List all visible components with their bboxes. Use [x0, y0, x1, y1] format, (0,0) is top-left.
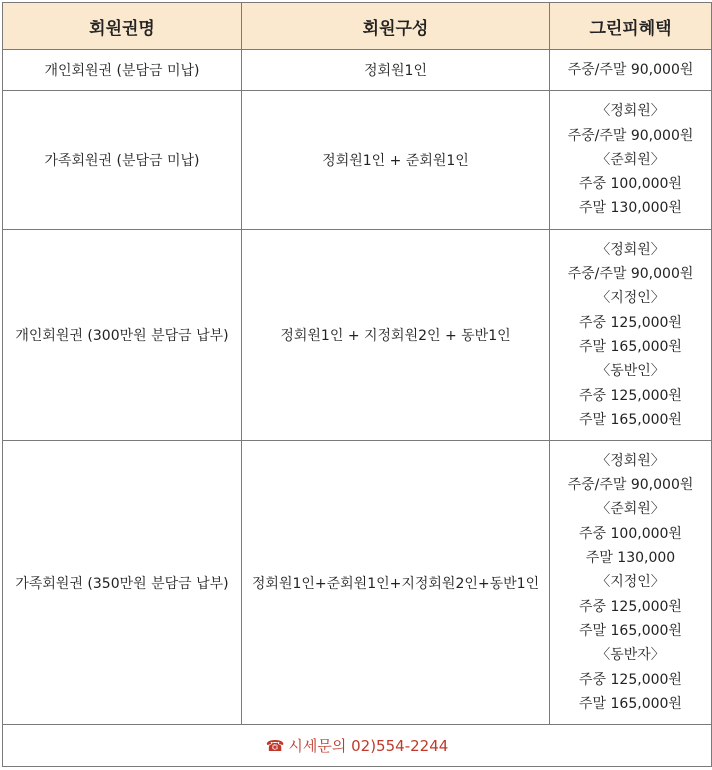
benefit-line: 주말 130,000: [585, 550, 676, 567]
member-composition-cell: 정회원1인 + 지정회원2인 + 동반1인: [242, 230, 550, 441]
contact-text[interactable]: 시세문의 02)554-2244: [288, 737, 449, 755]
benefit-line: 〈동반인〉: [596, 363, 665, 380]
table-header-row: [3, 3, 712, 50]
benefit-line: 주중/주말 90,000원: [567, 61, 694, 78]
benefit-line: 주중 100,000원: [579, 176, 682, 193]
benefit-line: 주말 165,000원: [579, 339, 682, 355]
membership-name-cell: 개인회원권 (분담금 미납): [3, 50, 242, 91]
benefit-line: 〈준회원〉: [596, 151, 665, 168]
table-row: [3, 230, 712, 441]
benefit-line: 〈정회원〉: [596, 103, 665, 120]
green-fee-benefit-cell: [550, 50, 712, 91]
green-fee-benefit-cell: [550, 91, 712, 230]
benefit-line: 〈동반자〉: [596, 647, 665, 664]
benefit-line: 주말 165,000원: [579, 695, 682, 712]
benefit-line: 주중 125,000원: [579, 314, 682, 331]
membership-name-cell: 개인회원권 (300만원 분담금 납부): [3, 230, 242, 441]
header-green-fee-benefit: 그린피혜택: [550, 3, 712, 50]
benefit-line: 〈지정인〉: [596, 574, 665, 591]
green-fee-benefit-cell: [550, 230, 712, 441]
contact-cell: [3, 725, 712, 767]
benefit-line: 주중/주말 90,000원: [567, 477, 694, 494]
phone-icon: ☎: [265, 737, 285, 755]
benefit-line: 주중 125,000원: [579, 598, 682, 615]
table-row: [3, 91, 712, 230]
header-membership-name: 회원권명: [3, 3, 242, 50]
green-fee-benefit-cell: [550, 441, 712, 725]
benefit-line: 주중/주말 90,000원: [567, 127, 694, 144]
membership-table: [2, 2, 712, 767]
benefit-line: 〈지정인〉: [596, 290, 665, 307]
membership-name-cell: 가족회원권 (분담금 미납): [3, 91, 242, 230]
membership-name-cell: 가족회원권 (350만원 분담금 납부): [3, 441, 242, 725]
table-row: [3, 50, 712, 91]
contact-row: [3, 725, 712, 767]
benefit-line: 주중 125,000원: [579, 387, 682, 404]
benefit-line: 주말 130,000원: [579, 200, 682, 217]
benefit-line: 〈준회원〉: [596, 501, 665, 518]
benefit-line: 주중 125,000원: [579, 671, 682, 688]
benefit-line: 주말 165,000원: [579, 411, 682, 428]
member-composition-cell: 정회원1인 + 준회원1인: [242, 91, 550, 230]
member-composition-cell: 정회원1인: [242, 50, 550, 91]
benefit-line: 〈정회원〉: [596, 241, 665, 258]
benefit-line: 주중/주말 90,000원: [567, 266, 694, 283]
member-composition-cell: 정회원1인+준회원1인+지정회원2인+동반1인: [242, 441, 550, 725]
benefit-line: 주중 100,000원: [579, 525, 682, 542]
table-row: [3, 441, 712, 725]
benefit-line: 주말 165,000원: [579, 622, 682, 639]
header-member-composition: 회원구성: [242, 3, 550, 50]
benefit-line: 〈정회원〉: [596, 452, 665, 469]
